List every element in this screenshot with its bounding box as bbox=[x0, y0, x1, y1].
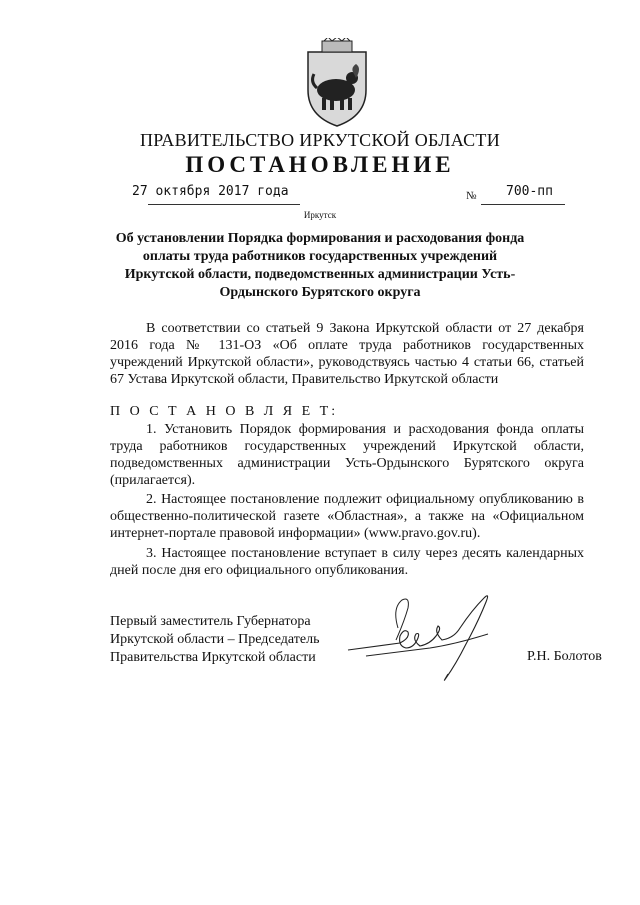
position-line-1: Первый заместитель Губернатора bbox=[110, 614, 311, 629]
item-2-paragraph: 2. Настоящее постановление подлежит официальному опубликованию в общественно-политической газете «Областная», а также на «Официальном интернет-портале правовой информации» (www.pravo.gov.ru). bbox=[110, 492, 584, 541]
item-1-paragraph: 1. Установить Порядок формирования и расходования фонда оплаты труда работников государственных учреждений Иркутской области, подведомственных администрации Усть-Ордынского Бурятского округа (прилагается). bbox=[110, 422, 584, 488]
number-underline bbox=[481, 204, 565, 205]
resolves-heading: П О С Т А Н О В Л Я Е Т: bbox=[110, 404, 339, 419]
position-line-3: Правительства Иркутской области bbox=[110, 650, 316, 665]
number-sign: № bbox=[466, 190, 477, 202]
city-name: Иркутск bbox=[303, 210, 337, 220]
signatory-position bbox=[110, 613, 319, 667]
government-name: ПРАВИТЕЛЬСТВО ИРКУТСКОЙ ОБЛАСТИ bbox=[139, 130, 501, 150]
document-type: ПОСТАНОВЛЕНИЕ bbox=[185, 152, 455, 177]
preamble-paragraph: В соответствии со статьей 9 Закона Иркутской области от 27 декабря 2016 года № 131-ОЗ «Об оплате труда работников государственных учреждений Иркутской области», руководствуясь частью 4 статьи 66, статьей 67 Устава Иркутской области, Правительство Иркутской области bbox=[110, 321, 584, 387]
decree-title: Об установлении Порядка формирования и расходования фонда оплаты труда работников государственных учреждений Иркутской области, подведомственных администрации Усть-Ордынского Бурятского округа bbox=[115, 231, 525, 300]
handwritten-signature bbox=[338, 588, 508, 693]
decree-date: 27 октября 2017 года bbox=[132, 184, 289, 199]
item-3-paragraph: 3. Настоящее постановление вступает в силу через десять календарных дней после дня его официального опубликования. bbox=[110, 546, 584, 578]
position-line-2: Иркутской области – Председатель bbox=[110, 632, 320, 647]
decree-number: 700-пп bbox=[506, 184, 553, 199]
signatory-name: Р.Н. Болотов bbox=[527, 649, 602, 664]
coat-of-arms-emblem bbox=[300, 38, 374, 128]
date-underline bbox=[148, 204, 300, 205]
